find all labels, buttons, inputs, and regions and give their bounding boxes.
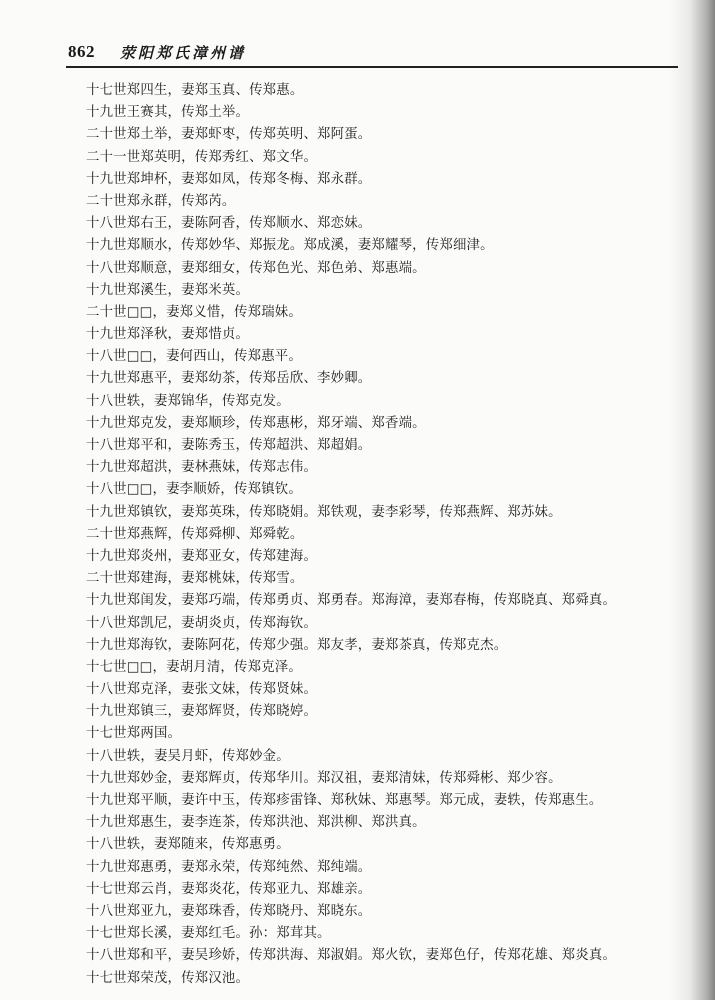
genealogy-line: 十八世□□，妻李顺娇，传郑镇钦。 <box>86 482 302 498</box>
genealogy-line: 十八世郑平和，妻陈秀玉，传郑超洪、郑超娟。 <box>86 438 372 453</box>
genealogy-line: 二十世郑建海，妻郑桃妹，传郑雪。 <box>86 571 304 587</box>
genealogy-line: 十九世郑坤杯，妻郑如凤，传郑冬梅、郑永群。 <box>86 171 372 187</box>
genealogy-line: 十九世郑顺水，传郑妙华、郑振龙。郑成溪，妻郑耀琴，传郑细津。 <box>86 238 494 254</box>
genealogy-line: 十九世郑平顺，妻许中玉，传郑疹雷锋、郑秋妹、郑惠琴。郑元成，妻轶，传郑惠生。 <box>86 793 603 808</box>
genealogy-line: 十九世郑镇钦，妻郑英珠，传郑晓娟。郑铁观，妻李彩琴，传郑燕辉、郑苏妹。 <box>86 504 562 520</box>
genealogy-line: 十九世郑海钦，妻陈阿花，传郑少强。郑友孝，妻郑茶真，传郑克杰。 <box>86 637 508 653</box>
genealogy-line: 十七世郑四生，妻郑玉真、传郑惠。 <box>86 83 304 98</box>
page-header <box>68 40 678 66</box>
genealogy-line: 十九世郑惠勇，妻郑永荣，传郑纯然、郑纯端。 <box>86 859 372 875</box>
genealogy-line: 十八世轶，妻吴月虾，传郑妙金。 <box>86 748 290 764</box>
genealogy-line: 十七世郑云肖，妻郑炎花，传郑亚九、郑雄亲。 <box>86 881 372 897</box>
genealogy-line: 二十世郑永群，传郑芮。 <box>86 193 236 209</box>
genealogy-line: 二十世□□，妻郑义惜，传郑瑞妹。 <box>86 304 302 320</box>
genealogy-line: 十八世轶，妻郑锦华，传郑克发。 <box>86 393 290 409</box>
genealogy-line: 十八世□□，妻何西山，传郑惠平。 <box>86 349 302 365</box>
genealogy-line: 十七世郑两国。 <box>86 726 182 742</box>
genealogy-line: 十八世郑克泽，妻张文妹，传郑贤妹。 <box>86 682 318 698</box>
genealogy-line: 十九世郑惠平，妻郑幼茶，传郑岳欣、李妙卿。 <box>86 371 372 387</box>
genealogy-line: 十九世郑妙金，妻郑辉贞，传郑华川。郑汉祖，妻郑清妹，传郑舜彬、郑少容。 <box>86 770 562 786</box>
genealogy-line: 十九世郑超洪，妻林燕妹，传郑志伟。 <box>86 460 318 476</box>
genealogy-line: 十八世郑右王，妻陈阿香，传郑顺水、郑恋妹。 <box>86 216 372 232</box>
genealogy-line: 十九世郑克发，妻郑顺珍，传郑惠彬，郑牙端、郑香端。 <box>86 415 426 431</box>
genealogy-line: 十八世轶，妻郑随来，传郑惠勇。 <box>86 837 290 853</box>
genealogy-line: 十七世郑长溪，妻郑红毛。孙：郑茸其。 <box>86 926 331 942</box>
genealogy-line: 十九世郑泽秋，妻郑惜贞。 <box>86 327 250 343</box>
genealogy-line: 十八世郑和平，妻吴珍娇，传郑洪海、郑淑娟。郑火钦，妻郑色仔，传郑花雄、郑炎真。 <box>86 948 617 964</box>
genealogy-line: 十八世郑亚九，妻郑珠香，传郑晓丹、郑晓东。 <box>86 903 372 919</box>
genealogy-line: 十九世郑溪生，妻郑米英。 <box>86 282 250 298</box>
genealogy-line: 二十一世郑英明，传郑秀红、郑文华。 <box>86 149 318 165</box>
genealogy-line: 十九世王赛其，传郑土举。 <box>86 105 250 121</box>
genealogy-line: 十八世郑顺意，妻郑细女，传郑色光、郑色弟、郑惠端。 <box>86 260 426 276</box>
genealogy-line: 十八世郑凯尼，妻胡炎贞，传郑海钦。 <box>86 615 318 631</box>
header-rule <box>66 66 678 68</box>
genealogy-line: 十九世郑闺发，妻郑巧端，传郑勇贞、郑勇春。郑海漳，妻郑春梅，传郑晓真、郑舜真。 <box>86 593 617 609</box>
book-title: 荥阳郑氏漳州谱 <box>120 44 247 62</box>
genealogy-text-body <box>86 80 676 990</box>
genealogy-line: 二十世郑燕辉，传郑舜柳、郑舜乾。 <box>86 526 304 542</box>
page-number: 862 <box>68 42 95 61</box>
genealogy-line: 十九世郑炎州，妻郑亚女，传郑建海。 <box>86 548 318 564</box>
genealogy-line: 十七世□□，妻胡月清，传郑克泽。 <box>86 659 302 675</box>
genealogy-line: 十九世郑镇三，妻郑辉贤，传郑晓婷。 <box>86 704 318 720</box>
genealogy-line: 十九世郑惠生，妻李连茶，传郑洪池、郑洪柳、郑洪真。 <box>86 815 426 831</box>
genealogy-line: 二十世郑土举，妻郑虾枣，传郑英明、郑阿蛋。 <box>86 127 372 143</box>
genealogy-line: 十七世郑荣茂，传郑汉池。 <box>86 970 250 986</box>
